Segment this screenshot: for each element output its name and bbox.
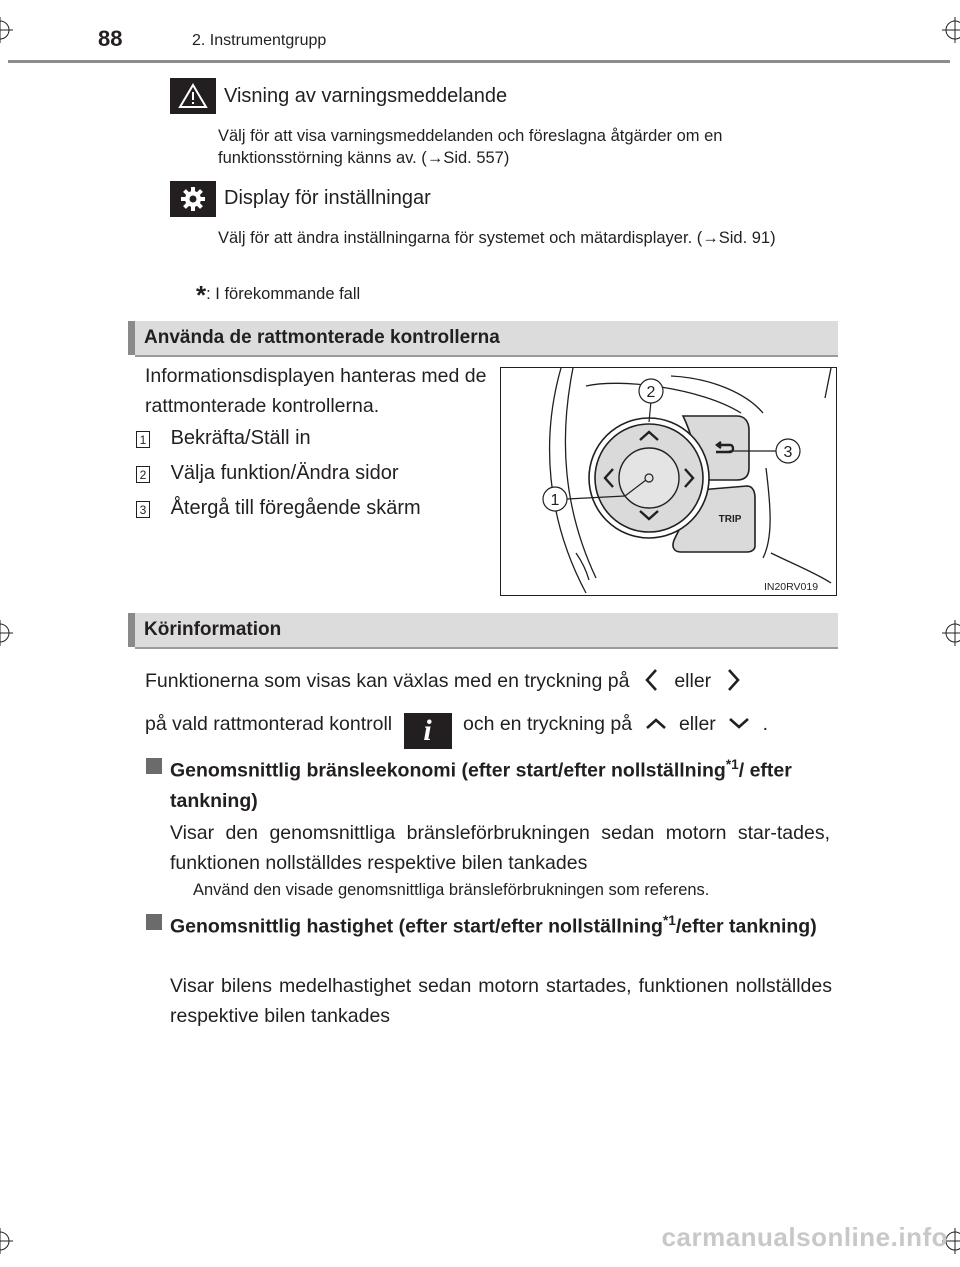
chevron-left-icon xyxy=(635,667,669,702)
figure-code: IN20RV019 xyxy=(763,581,819,593)
number-box-3: 3 xyxy=(136,501,150,518)
bullet-square xyxy=(146,914,162,930)
instruction-text: på vald rattmonterad kontroll xyxy=(145,713,393,735)
warning-triangle-icon xyxy=(170,78,216,114)
info-glyph: i xyxy=(423,714,432,747)
avg-speed-heading xyxy=(170,906,832,942)
header-rule xyxy=(8,60,950,63)
callout-1: 1 xyxy=(550,492,560,509)
settings-page-ref[interactable]: Sid. 91) xyxy=(718,229,776,247)
footnote-ref: *1 xyxy=(725,757,739,772)
heading-text: Genomsnittlig hastighet (efter start/efter nollställning xyxy=(170,915,663,938)
crop-mark-mid-right xyxy=(942,620,960,646)
arrow-icon: → xyxy=(702,229,719,247)
list-item-back xyxy=(136,497,421,520)
ok-button xyxy=(619,448,679,508)
warning-page-ref[interactable]: Sid. 557) xyxy=(443,149,510,167)
chevron-up-icon xyxy=(638,712,674,743)
list-label: Återgå till föregående skärm xyxy=(170,497,421,519)
switch-instruction-line1 xyxy=(145,666,845,702)
heading-text-post: /efter tankning) xyxy=(675,915,817,938)
steering-switch-illustration xyxy=(501,368,836,595)
number-box-1: 1 xyxy=(136,431,150,448)
callout-2: 2 xyxy=(646,384,656,401)
number-box-2: 2 xyxy=(136,466,150,483)
list-item-confirm xyxy=(136,427,311,450)
footnote-text: : I förekommande fall xyxy=(206,285,361,303)
chevron-right-icon xyxy=(717,667,751,702)
avg-fuel-note: Använd den visade genomsnittliga bränsleförbrukningen som referens. xyxy=(193,881,710,899)
chapter-title: 2. Instrumentgrupp xyxy=(192,32,327,49)
gear-icon xyxy=(170,181,216,217)
footnote-ref: *1 xyxy=(662,913,676,928)
trip-label: TRIP xyxy=(718,514,742,525)
instruction-or: eller xyxy=(674,670,712,692)
settings-heading: Display för inställningar xyxy=(224,187,431,209)
footnote xyxy=(196,280,360,311)
warning-text: Välj för att visa varningsmeddelanden och föreslagna åtgärder om en funktionsstörning känns av. ( xyxy=(218,127,723,167)
section-title: Använda de rattmonterade kontrollerna xyxy=(144,327,500,348)
warning-heading: Visning av varningsmeddelande xyxy=(224,85,508,107)
heading-text-post: / efter tankning) xyxy=(170,759,792,812)
section-title: Körinformation xyxy=(144,619,282,640)
arrow-icon: → xyxy=(426,149,444,167)
info-icon xyxy=(404,713,452,749)
page-number: 88 xyxy=(98,26,123,51)
instruction-end: . xyxy=(762,713,769,735)
settings-text: Välj för att ändra inställningarna för systemet och mätardisplayer. ( xyxy=(218,229,703,247)
crop-mark-top-left xyxy=(0,17,13,43)
list-item-select xyxy=(136,462,398,485)
switch-instruction-line2 xyxy=(145,709,845,749)
chevron-down-icon xyxy=(721,712,757,743)
instruction-text: Funktionerna som visas kan växlas med en tryckning på xyxy=(145,670,630,692)
crop-mark-bottom-left xyxy=(0,1228,13,1254)
heading-text: Genomsnittlig bränsleekonomi (efter start/efter nollställning xyxy=(170,759,726,782)
callout-3: 3 xyxy=(783,444,793,461)
settings-description xyxy=(218,227,830,249)
list-label: Bekräfta/Ställ in xyxy=(170,427,311,449)
avg-speed-body: Visar bilens medelhastighet sedan motorn startades, funktionen nollställdes respektive bilen tankades xyxy=(170,975,832,1027)
bullet-square xyxy=(146,758,162,774)
watermark: carmanualsonline.info xyxy=(661,1222,948,1252)
crop-mark-mid-left xyxy=(0,620,13,646)
avg-fuel-body: Visar den genomsnittliga bränsleförbrukningen sedan motorn star-tades, funktionen nollställdes respektive bilen tankades xyxy=(170,822,830,874)
section-intro: Informationsdisplayen hanteras med de rattmonterade kontrollerna. xyxy=(145,365,487,417)
instruction-or: eller xyxy=(678,713,716,735)
section-heading-driving-info xyxy=(128,613,838,647)
avg-fuel-heading xyxy=(170,750,835,816)
warning-description xyxy=(218,125,830,169)
instruction-text-2: och en tryckning på xyxy=(462,713,633,735)
list-label: Välja funktion/Ändra sidor xyxy=(170,462,399,484)
section-heading-steering-controls xyxy=(128,321,838,355)
crop-mark-top-right xyxy=(942,17,960,43)
steering-controls-figure xyxy=(500,367,837,596)
footnote-mark: * xyxy=(196,280,207,310)
